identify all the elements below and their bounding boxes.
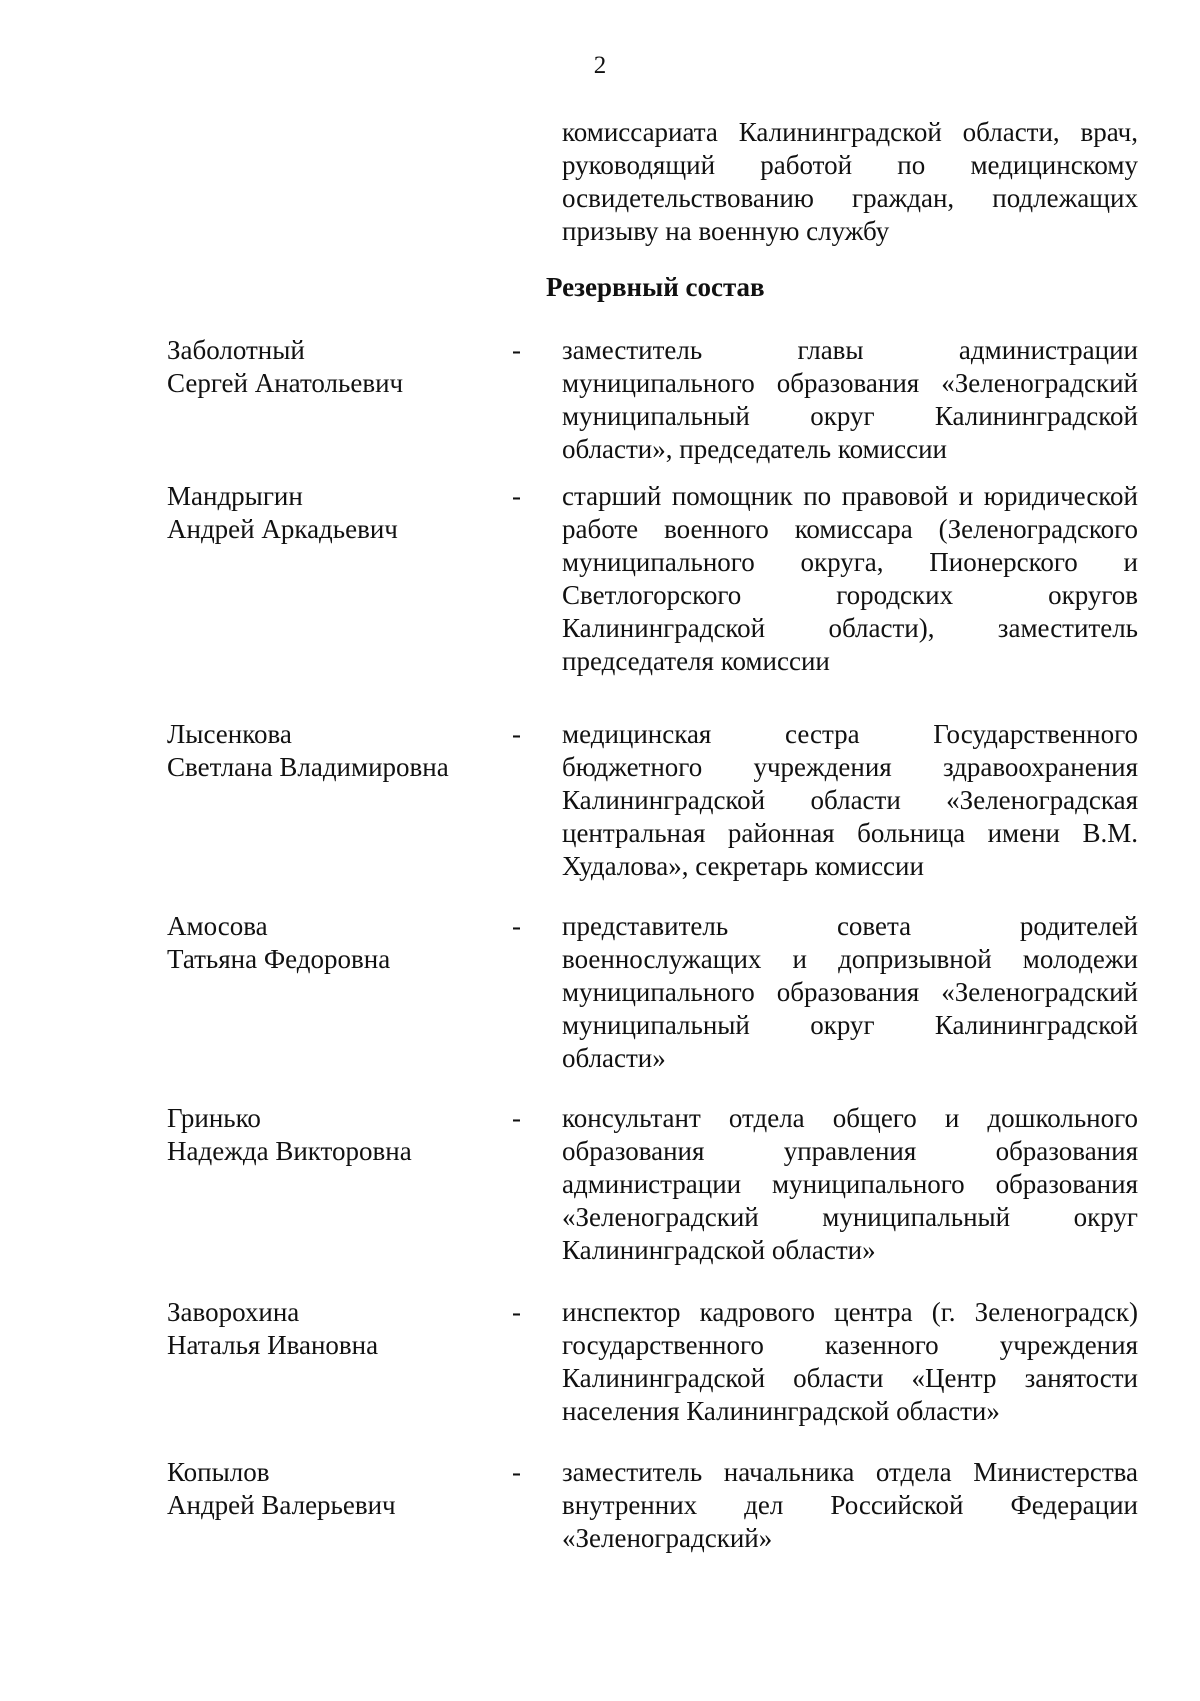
- member-dash: -: [512, 1457, 521, 1487]
- member-surname: Лысенкова: [167, 719, 292, 749]
- member-dash: -: [512, 719, 521, 749]
- member-role: медицинская сестра Государственного бюджетного учреждения здравоохранения Калининградской области «Зеленоградская центральная районная больница имени В.М. Худалова», секретарь комиссии: [562, 719, 1138, 881]
- member-given-names: Андрей Аркадьевич: [167, 514, 398, 544]
- section-title: Резервный состав: [546, 272, 765, 302]
- member-row: [167, 1456, 1138, 1566]
- member-role: заместитель главы администрации муниципального образования «Зеленоградский муниципальный округ Калининградской области», председатель комиссии: [562, 335, 1138, 464]
- member-dash: -: [512, 481, 521, 511]
- member-given-names: Наталья Ивановна: [167, 1330, 379, 1360]
- member-role: заместитель начальника отдела Министерства внутренних дел Российской Федерации «Зеленоградский»: [562, 1457, 1138, 1553]
- member-row: [167, 480, 1138, 718]
- member-dash: -: [512, 1297, 521, 1327]
- member-given-names: Светлана Владимировна: [167, 752, 449, 782]
- member-row: [167, 1102, 1138, 1296]
- member-name: [167, 718, 512, 910]
- member-surname: Мандрыгин: [167, 481, 303, 511]
- member-name: [167, 480, 512, 718]
- members-list: [167, 334, 1138, 1566]
- member-name: [167, 1296, 512, 1456]
- member-name: [167, 1456, 512, 1566]
- member-role: инспектор кадрового центра (г. Зеленоградск) государственного казенного учреждения Калининградской области «Центр занятости населения Калининградской области»: [562, 1297, 1138, 1426]
- member-row: [167, 718, 1138, 910]
- member-role: представитель совета родителей военнослужащих и допризывной молодежи муниципального образования «Зеленоградский муниципальный округ Калининградской области»: [562, 911, 1138, 1073]
- member-dash: -: [512, 335, 521, 365]
- member-name: [167, 1102, 512, 1296]
- member-surname: Заболотный: [167, 335, 305, 365]
- member-given-names: Андрей Валерьевич: [167, 1490, 396, 1520]
- member-given-names: Надежда Викторовна: [167, 1136, 412, 1166]
- member-row: [167, 910, 1138, 1102]
- member-surname: Заворохина: [167, 1297, 300, 1327]
- member-role: консультант отдела общего и дошкольного образования управления образования администрации муниципального образования «Зеленоградский муниципальный округ Калининградской области»: [562, 1103, 1138, 1265]
- intro-paragraph: комиссариата Калининградской области, врач, руководящий работой по медицинскому освидетельствованию граждан, подлежащих призыву на военную службу: [562, 117, 1138, 246]
- member-name: [167, 334, 512, 480]
- member-row: [167, 334, 1138, 480]
- member-dash: -: [512, 911, 521, 941]
- member-role: старший помощник по правовой и юридической работе военного комиссара (Зеленоградского муниципального округа, Пионерского и Светлогорского городских округов Калининградской области), заместитель председателя комиссии: [562, 481, 1138, 676]
- member-dash: -: [512, 1103, 521, 1133]
- member-surname: Амосова: [167, 911, 268, 941]
- member-given-names: Сергей Анатольевич: [167, 368, 404, 398]
- member-row: [167, 1296, 1138, 1456]
- page-number: 2: [593, 52, 607, 79]
- member-name: [167, 910, 512, 1102]
- member-surname: Копылов: [167, 1457, 270, 1487]
- member-surname: Гринько: [167, 1103, 261, 1133]
- member-given-names: Татьяна Федоровна: [167, 944, 391, 974]
